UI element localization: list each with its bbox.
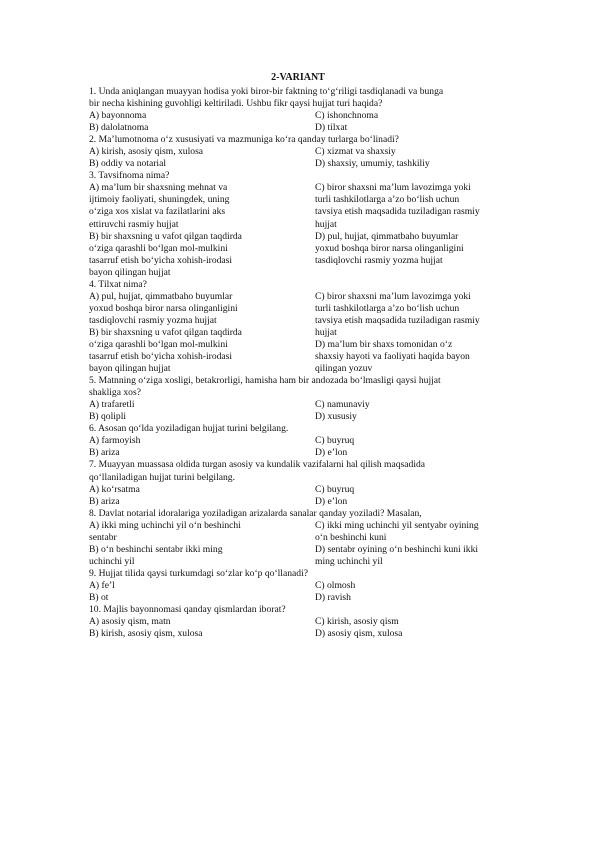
answer-line: C) ikki ming uchinchi yil sentyabr oyining xyxy=(315,519,479,531)
answer-line: hujjat xyxy=(315,326,337,338)
answer-line: D) sentabr oyining o‘n beshinchi kuni ikki xyxy=(315,543,479,555)
answer-line: tavsiya etish maqsadida tuziladigan rasmiy xyxy=(315,314,480,326)
answer-line: A) fe’l xyxy=(89,579,115,591)
answer-line: A) ma’lum bir shaxsning mehnat va xyxy=(89,182,228,194)
answer-row xyxy=(89,447,509,459)
question-text xyxy=(89,459,509,483)
answer-line: sentabr xyxy=(89,531,117,543)
answer-option-right xyxy=(315,592,509,604)
answer-line: B) qolipli xyxy=(89,411,127,423)
answer-row xyxy=(89,291,509,327)
answer-option-right xyxy=(315,447,509,459)
answer-line: A) asosiy qism, matn xyxy=(89,616,171,628)
answer-option-right xyxy=(315,182,509,230)
answer-option-left xyxy=(89,496,315,508)
answer-option-right xyxy=(315,327,509,375)
answer-option-left xyxy=(89,628,315,640)
answer-line: B) bir shaxsning u vafot qilgan taqdirda xyxy=(89,230,242,242)
answer-line: B) ot xyxy=(89,591,109,603)
answer-row xyxy=(89,399,509,411)
answer-row xyxy=(89,327,509,375)
answer-line: ijtimoiy faoliyati, shuningdek, uning xyxy=(89,194,230,206)
answer-option-right xyxy=(315,291,509,327)
answer-line: B) dalolatnoma xyxy=(89,122,149,134)
answer-option-right xyxy=(315,520,509,544)
answer-line: C) olmosh xyxy=(315,579,356,591)
answer-option-right xyxy=(315,580,509,592)
answer-option-left xyxy=(89,411,315,423)
answer-line: D) e’lon xyxy=(315,495,348,507)
answer-row xyxy=(89,496,509,508)
answer-line: A) ko‘rsatma xyxy=(89,483,140,495)
answer-option-left xyxy=(89,399,315,411)
answer-line: C) ishonchnoma xyxy=(315,110,379,122)
question-text xyxy=(89,375,509,399)
answer-option-right xyxy=(315,231,509,279)
question-block xyxy=(89,170,509,278)
answer-line: D) xususiy xyxy=(315,411,357,423)
answer-line: D) tilxat xyxy=(315,122,348,134)
answer-line: C) kirish, asosiy qism xyxy=(315,616,399,628)
answer-line: B) oddiy va notarial xyxy=(89,158,166,170)
answer-line: C) buyruq xyxy=(315,483,355,495)
answer-option-right xyxy=(315,496,509,508)
question-text xyxy=(89,423,509,435)
answer-line: shaxsiy hayoti va faoliyati haqida bayon xyxy=(315,351,470,363)
answer-line: D) ma’lum bir shaxs tomonidan o‘z xyxy=(315,338,453,350)
answer-option-left xyxy=(89,182,315,230)
answer-line: A) pul, hujjat, qimmatbaho buyumlar xyxy=(89,290,233,302)
answer-option-left xyxy=(89,158,315,170)
answer-line: C) biror shaxsni ma’lum lavozimga yoki xyxy=(315,290,471,302)
question-line: 2. Ma’lumotnoma o‘z xususiyati va mazmuniga ko‘ra qanday turlarga bo‘linadi? xyxy=(89,134,399,146)
question-text xyxy=(89,170,509,182)
answer-line: o‘ziga qarashli bo‘lgan mol-mulkini xyxy=(89,242,228,254)
question-text xyxy=(89,604,509,616)
answer-option-left xyxy=(89,291,315,327)
answer-line: turli tashkilotlarga a’zo bo‘lish uchun xyxy=(315,194,460,206)
answer-line: tasdiqlovchi rasmiy yozma hujjat xyxy=(89,314,217,326)
answer-row xyxy=(89,520,509,544)
answer-row xyxy=(89,628,509,640)
answer-line: yoxud boshqa biror narsa olinganligini xyxy=(315,242,464,254)
answer-line: bayon qilingan hujjat xyxy=(89,363,171,375)
answer-line: C) namunaviy xyxy=(315,399,370,411)
answer-line: qilingan yozuv xyxy=(315,363,373,375)
answer-option-right xyxy=(315,146,509,158)
question-text xyxy=(89,279,509,291)
answer-row xyxy=(89,616,509,628)
answer-line: A) kirish, asosiy qism, xulosa xyxy=(89,146,204,158)
answer-option-right xyxy=(315,484,509,496)
answer-line: C) xizmat va shaxsiy xyxy=(315,146,396,158)
answer-option-left xyxy=(89,435,315,447)
answer-row xyxy=(89,544,509,568)
question-line: bir necha kishining guvohligi keltiriladi. Ushbu fikr qaysi hujjat turi haqida? xyxy=(89,98,383,110)
answer-line: o‘n beshinchi kuni xyxy=(315,531,387,543)
question-block xyxy=(89,508,509,568)
answer-row xyxy=(89,411,509,423)
answer-option-right xyxy=(315,411,509,423)
answer-option-right xyxy=(315,628,509,640)
answer-option-left xyxy=(89,447,315,459)
answer-line: o‘ziga qarashli bo‘lgan mol-mulkini xyxy=(89,338,228,350)
question-block xyxy=(89,423,509,459)
question-text xyxy=(89,86,509,110)
answer-line: A) bayonnoma xyxy=(89,110,147,122)
question-line: 7. Muayyan muassasa oldida turgan asosiy va kundalik vazifalarni hal qilish maqsadida xyxy=(89,459,426,471)
answer-line: tavsiya etish maqsadida tuziladigan rasmiy xyxy=(315,206,480,218)
answer-row xyxy=(89,146,509,158)
answer-line: D) shaxsiy, umumiy, tashkiliy xyxy=(315,158,430,170)
answer-option-left xyxy=(89,520,315,544)
question-line: 8. Davlat notarial idoralariga yoziladigan arizalarda sanalar qanday yoziladi? Masalan, xyxy=(89,507,422,519)
answer-line: D) asosiy qism, xulosa xyxy=(315,628,403,640)
question-line: 6. Asosan qo‘lda yoziladigan hujjat turini belgilang. xyxy=(89,423,289,435)
question-block xyxy=(89,134,509,170)
answer-option-right xyxy=(315,110,509,122)
answer-line: A) ikki ming uchinchi yil o‘n beshinchi xyxy=(89,519,241,531)
answer-line: tasdiqlovchi rasmiy yozma hujjat xyxy=(315,254,443,266)
answer-option-left xyxy=(89,580,315,592)
answer-line: C) biror shaxsni ma’lum lavozimga yoki xyxy=(315,182,471,194)
answer-line: B) ariza xyxy=(89,447,120,459)
question-line: shakliga xos? xyxy=(89,387,141,399)
question-block xyxy=(89,279,509,375)
question-block xyxy=(89,375,509,423)
answer-row xyxy=(89,484,509,496)
answer-row xyxy=(89,110,509,122)
answer-line: B) kirish, asosiy qism, xulosa xyxy=(89,628,203,640)
answer-option-left xyxy=(89,327,315,375)
answer-line: A) farmoyish xyxy=(89,435,141,447)
answer-option-right xyxy=(315,616,509,628)
question-line: 10. Majlis bayonnomasi qanday qismlardan iborat? xyxy=(89,604,286,616)
answer-option-left xyxy=(89,616,315,628)
answer-option-right xyxy=(315,544,509,568)
answer-line: ming uchinchi yil xyxy=(315,555,383,567)
answer-line: tasarruf etish bo‘yicha xohish-irodasi xyxy=(89,254,233,266)
answer-option-left xyxy=(89,592,315,604)
question-block xyxy=(89,604,509,640)
answer-line: D) ravish xyxy=(315,591,351,603)
answer-option-left xyxy=(89,544,315,568)
answer-line: o‘ziga xos xislat va fazilatlarini aks xyxy=(89,206,226,218)
question-line: 4. Tilxat nima? xyxy=(89,278,147,290)
answer-line: B) bir shaxsning u vafot qilgan taqdirda xyxy=(89,326,242,338)
answer-line: bayon qilingan hujjat xyxy=(89,266,171,278)
question-block xyxy=(89,86,509,134)
answer-option-right xyxy=(315,158,509,170)
page-title: 2-VARIANT xyxy=(271,72,325,83)
answer-line: hujjat xyxy=(315,218,337,230)
question-text xyxy=(89,568,509,580)
answer-row xyxy=(89,231,509,279)
answer-line: B) ariza xyxy=(89,495,120,507)
question-text xyxy=(89,134,509,146)
question-block xyxy=(89,459,509,507)
answer-line: B) o‘n beshinchi sentabr ikki ming xyxy=(89,543,223,555)
question-block xyxy=(89,568,509,604)
question-list xyxy=(89,86,509,640)
question-text xyxy=(89,508,509,520)
question-line: qo‘llaniladigan hujjat turini belgilang. xyxy=(89,471,236,483)
question-line: 3. Tavsifnoma nima? xyxy=(89,170,170,182)
question-line: 1. Unda aniqlangan muayyan hodisa yoki biror-bir faktning to‘g‘riligi tasdiqlanadi va bunga xyxy=(89,86,444,97)
answer-option-left xyxy=(89,484,315,496)
answer-row xyxy=(89,580,509,592)
answer-line: C) buyruq xyxy=(315,435,355,447)
answer-row xyxy=(89,158,509,170)
answer-line: turli tashkilotlarga a’zo bo‘lish uchun xyxy=(315,302,460,314)
answer-line: D) pul, hujjat, qimmatbaho buyumlar xyxy=(315,230,459,242)
answer-option-right xyxy=(315,435,509,447)
answer-option-right xyxy=(315,122,509,134)
answer-row xyxy=(89,435,509,447)
answer-line: ettiruvchi rasmiy hujjat xyxy=(89,218,179,230)
answer-row xyxy=(89,592,509,604)
answer-line: A) trafaretli xyxy=(89,399,135,411)
answer-row xyxy=(89,182,509,230)
answer-row xyxy=(89,122,509,134)
answer-option-left xyxy=(89,110,315,122)
question-line: 5. Matnning o‘ziga xosligi, betakrorligi, hamisha ham bir andozada bo‘lmasligi qaysi hujjat xyxy=(89,375,441,387)
answer-option-right xyxy=(315,399,509,411)
answer-line: uchinchi yil xyxy=(89,555,135,567)
answer-line: tasarruf etish bo‘yicha xohish-irodasi xyxy=(89,351,233,363)
question-line: 9. Hujjat tilida qaysi turkumdagi so‘zlar ko‘p qo‘llanadi? xyxy=(89,567,309,579)
answer-option-left xyxy=(89,231,315,279)
answer-option-left xyxy=(89,146,315,158)
answer-option-left xyxy=(89,122,315,134)
answer-line: yoxud boshqa biror narsa olinganligini xyxy=(89,302,238,314)
answer-line: D) e’lon xyxy=(315,447,348,459)
